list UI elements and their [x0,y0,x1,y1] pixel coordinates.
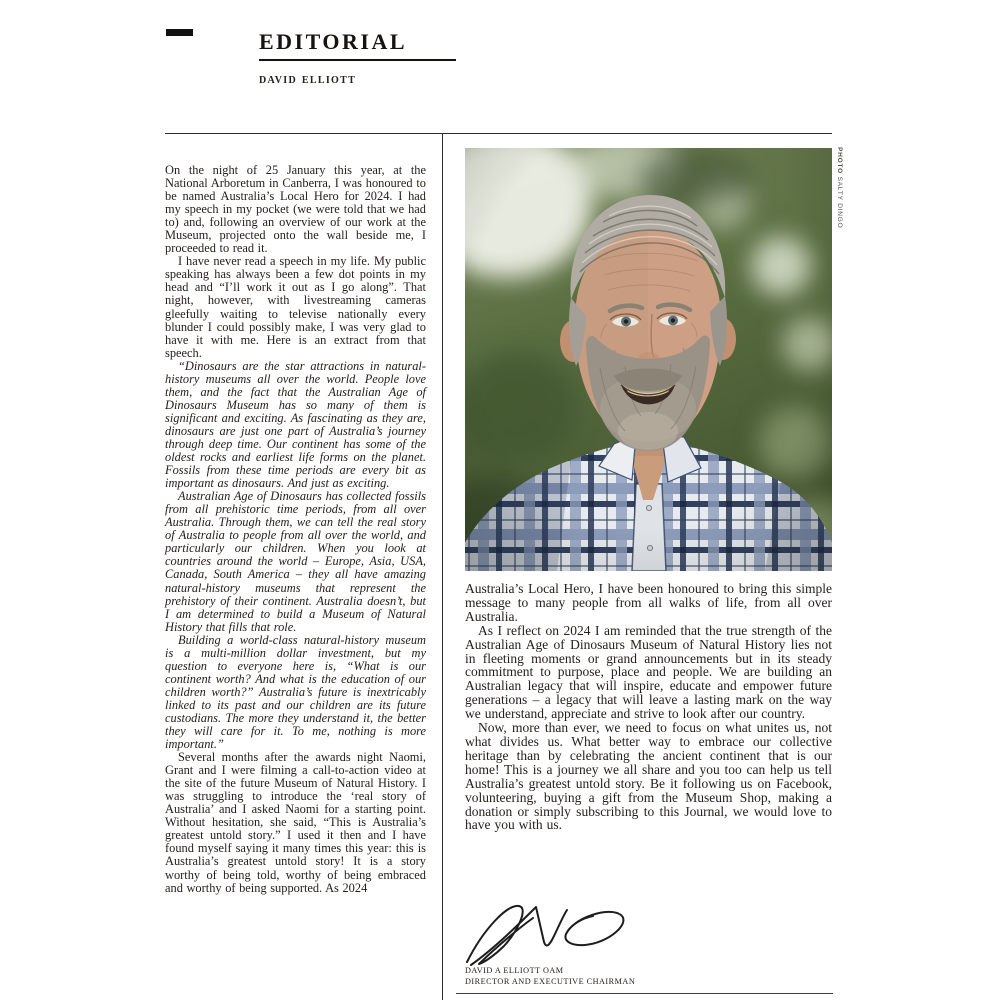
bottom-rule [456,993,833,994]
paragraph: I have never read a speech in my life. My public speaking has always been a few dot points in my head and “I’ll work it out as I go along”. That night, however, with livestreaming cameras gleefully waiting to televise nationally every blunder I could possibly make, I was very glad to have it with me. Here is an extract from that speech. [165,254,426,360]
signature-scrawl [463,896,633,968]
paragraph: Now, more than ever, we need to focus on what unites us, not what divides us. What better way to embrace our collective heritage than by celebrating the ancient continent that is our home! This is a journey we all share and you too can help us tell Australia’s greatest untold story. Be it following us on Facebook, volunteering, buying a gift from the Museum Shop, making a donation or simply subscribing to this Journal, we would love to have you with us. [465,720,832,833]
portrait-photo [465,148,832,571]
left-column [165,164,426,895]
signature-block [463,896,633,973]
header-rule [165,133,832,134]
photo-credit-label: PHOTO [836,147,843,174]
title-underline [259,59,456,61]
page-header [259,22,456,88]
paragraph: Australia’s Local Hero, I have been honoured to bring this simple message to many people from all walks of life, from all over Australia. [465,581,832,624]
paragraph: Australian Age of Dinosaurs has collected fossils from all prehistoric time periods, from all over Australia. Through them, we can tell the real story of Australia to people from all over the world, and particularly our children. When you look at countries around the world – Europe, Asia, USA, Canada, South America – they all have amazing natural-history museums that represent the prehistory of their continent. Australia doesn’t, but I am determined to build a Museum of Natural History that fills that role. [165,489,426,634]
paragraph: Building a world-class natural-history museum is a multi-million dollar investment, but my question to everyone here is, “What is our continent worth? And what is the education of our children worth?” Australia’s future is inextricably linked to its past and our children are its future custodians. The more they understand it, the better they will care for it. To me, nothing is more important.” [165,632,426,752]
photo-credit [836,147,843,229]
corner-dash [166,29,193,36]
paragraph: On the night of 25 January this year, at the National Arboretum in Canberra, I was honoured to be named Australia’s Local Hero for 2024. I had my speech in my pocket (we were told that we had to) and, following an overview of our work at the Museum, projected onto the wall beside me, I proceeded to read it. [165,163,426,256]
right-column [465,582,832,832]
signature-title: DIRECTOR AND EXECUTIVE CHAIRMAN [465,977,636,986]
paragraph: “Dinosaurs are the star attractions in natural-history museums all over the world. People love them, and the fact that the Australian Age of Dinosaurs Museum has so many of them is significant and exciting. As fascinating as they are, dinosaurs are just one part of Australia’s journey through deep time. Our continent has some of the oldest rocks and earliest life forms on the planet. Fossils from these time periods are every bit as important as dinosaurs. And just as exciting. [165,358,426,491]
author-name: david elliott [259,71,357,88]
portrait-illustration [465,148,832,571]
paragraph: Several months after the awards night Naomi, Grant and I were filming a call-to-action video at the site of the future Museum of Natural History. I was struggling to introduce the ‘real story of Australia’ and I asked Naomi for a starting point. Without hesitation, she said, “This is Australia’s greatest untold story.” I used it then and I have found myself saying it many times this year: this is Australia’s greatest untold story! It is a story worthy of being told, worthy of being embraced and worthy of being supported. As 2024 [165,750,426,895]
paragraph: As I reflect on 2024 I am reminded that the true strength of the Australian Age of Dinosaurs Museum of Natural History lies not in fleeting moments or grand announcements but in its steady commitment to purpose, place and people. We are building an Australian legacy that will inspire, educate and empower future generations – a legacy that will leave a lasting mark on the way we understand, appreciate and strive to look after our country. [465,622,832,722]
signature-name: DAVID A ELLIOTT OAM [465,966,564,975]
photo-credit-name: SALTY DINGO [836,176,843,229]
page-title: editorial [259,21,408,56]
column-divider [442,133,443,1000]
